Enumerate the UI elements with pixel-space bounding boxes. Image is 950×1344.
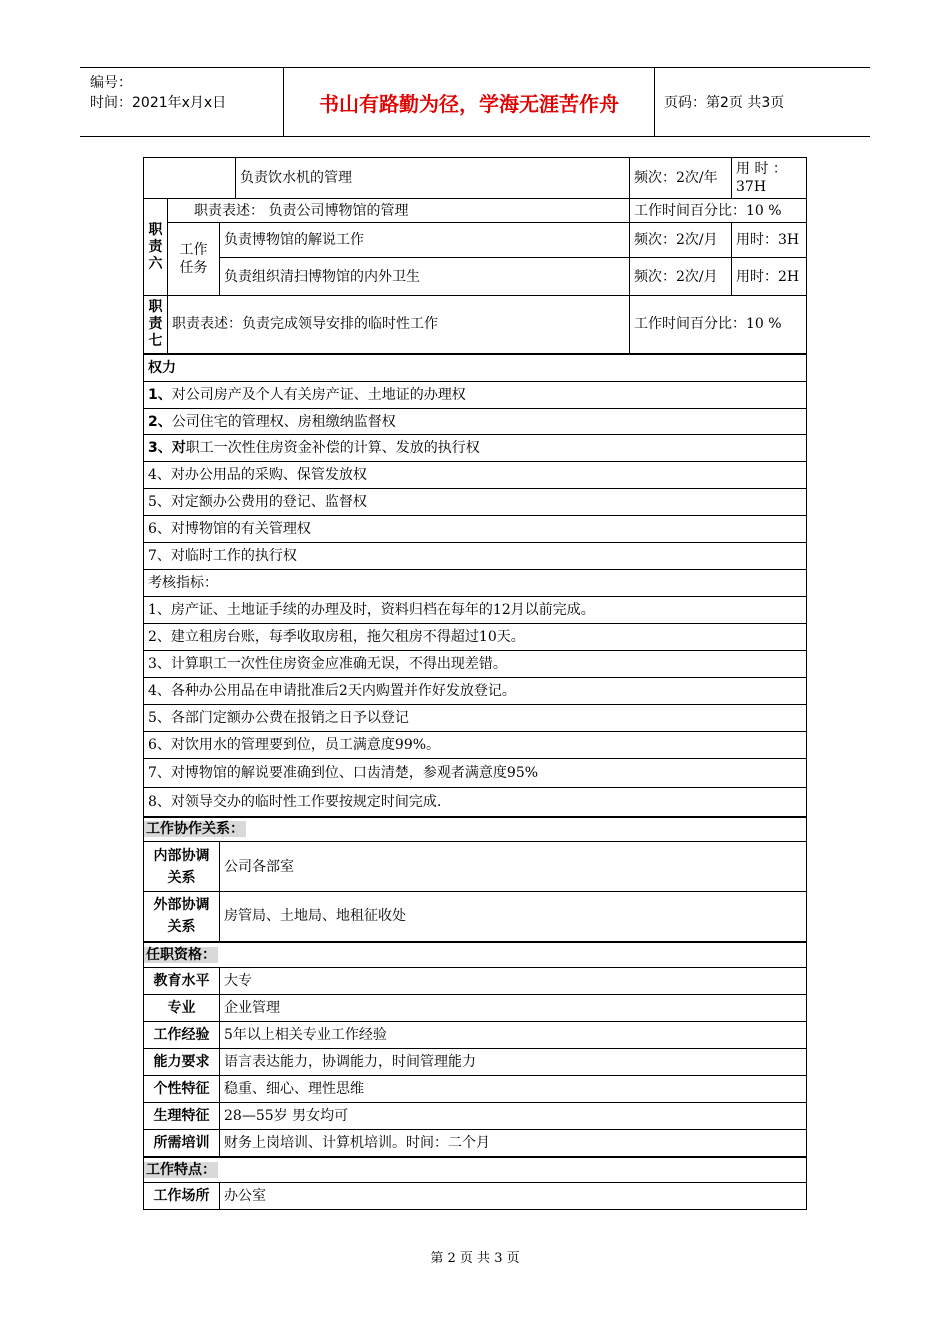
relation-value: 房管局、土地局、地租征收处 xyxy=(220,892,807,942)
page-footer: 第 2 页 共 3 页 xyxy=(430,1251,520,1266)
qualification-value: 大专 xyxy=(220,968,807,995)
duty6-task-row xyxy=(144,223,807,258)
relation-value: 公司各部室 xyxy=(220,842,807,892)
kpi-item: 7、对博物馆的解说要准确到位、口齿清楚，参观者满意度95% xyxy=(144,759,807,788)
kpi-row xyxy=(144,624,807,651)
power-item xyxy=(144,382,807,409)
relations-heading-row xyxy=(144,817,807,842)
power-text: 职工一次性住房资金补偿的计算、发放的执行权 xyxy=(185,440,480,456)
qualification-row xyxy=(144,1022,807,1049)
section-title: 工作特点： xyxy=(146,1161,216,1178)
duty-description: 职责表述： 负责公司博物馆的管理 xyxy=(168,199,630,223)
task-time: 用时：2H xyxy=(732,258,807,296)
task-time: 用 时 ：37H xyxy=(732,158,807,199)
power-item: 7、对临时工作的执行权 xyxy=(144,543,807,570)
section-title: 任职资格： xyxy=(146,946,216,963)
kpi-row xyxy=(144,759,807,788)
header-page-number: 页码：第2页 共3页 xyxy=(664,95,785,111)
kpi-item: 2、建立租房台账，每季收取房租，拖欠租房不得超过10天。 xyxy=(144,624,807,651)
kpi-row xyxy=(144,705,807,732)
qualification-value: 28—55岁 男女均可 xyxy=(220,1103,807,1130)
relation-label: 内部协调关系 xyxy=(144,842,220,892)
powers-heading-row xyxy=(144,354,807,382)
qualification-value: 5年以上相关专业工作经验 xyxy=(220,1022,807,1049)
kpi-item: 3、计算职工一次性住房资金应准确无误，不得出现差错。 xyxy=(144,651,807,678)
duty-label: 职责七 xyxy=(144,296,168,354)
task-text: 负责饮水机的管理 xyxy=(236,158,630,199)
kpi-row xyxy=(144,788,807,817)
qualification-row xyxy=(144,995,807,1022)
relation-row xyxy=(144,892,807,942)
power-item: 4、对办公用品的采购、保管发放权 xyxy=(144,462,807,489)
kpi-item: 1、房产证、土地证手续的办理及时，资料归档在每年的12月以前完成。 xyxy=(144,597,807,624)
duty6-task-row xyxy=(144,258,807,296)
qualification-row xyxy=(144,1130,807,1157)
qualification-row xyxy=(144,1076,807,1103)
kpi-item: 4、各种办公用品在申请批准后2天内购置并作好发放登记。 xyxy=(144,678,807,705)
feature-row xyxy=(144,1183,807,1210)
power-row xyxy=(144,489,807,516)
relation-label: 外部协调关系 xyxy=(144,892,220,942)
qualification-value: 企业管理 xyxy=(220,995,807,1022)
qualification-row xyxy=(144,968,807,995)
power-row xyxy=(144,435,807,462)
duty-water-row xyxy=(144,158,807,199)
task-frequency: 频次：2次/年 xyxy=(630,158,732,199)
features-heading-row xyxy=(144,1157,807,1183)
qualification-row xyxy=(144,1103,807,1130)
task-time: 用时：3H xyxy=(732,223,807,258)
power-row xyxy=(144,462,807,489)
qualification-label: 教育水平 xyxy=(144,968,220,995)
power-item: 5、对定额办公费用的登记、监督权 xyxy=(144,489,807,516)
power-number: 2、 xyxy=(148,413,172,430)
power-item: 6、对博物馆的有关管理权 xyxy=(144,516,807,543)
power-row xyxy=(144,543,807,570)
duty-label: 职责六 xyxy=(144,199,168,296)
power-item xyxy=(144,435,807,462)
qualification-row xyxy=(144,1049,807,1076)
kpi-item: 8、对领导交办的临时性工作要按规定时间完成. xyxy=(144,788,807,817)
qualification-label: 所需培训 xyxy=(144,1130,220,1157)
task-text: 负责组织清扫博物馆的内外卫生 xyxy=(220,258,630,296)
duty7-row xyxy=(144,296,807,354)
kpi-row xyxy=(144,678,807,705)
duty-time-percent: 工作时间百分比：10 % xyxy=(630,296,807,354)
duty-description: 职责表述：负责完成领导安排的临时性工作 xyxy=(168,296,630,354)
power-row xyxy=(144,409,807,435)
feature-value: 办公室 xyxy=(220,1183,807,1210)
qualification-label: 工作经验 xyxy=(144,1022,220,1049)
power-number: 1、 xyxy=(148,387,172,403)
power-row xyxy=(144,382,807,409)
kpi-heading-row xyxy=(144,570,807,597)
power-text: 公司住宅的管理权、房租缴纳监督权 xyxy=(171,413,396,430)
duty-time-percent: 工作时间百分比：10 % xyxy=(630,199,807,223)
qualification-value: 财务上岗培训、计算机培训。时间：二个月 xyxy=(220,1130,807,1157)
task-frequency: 频次：2次/月 xyxy=(630,223,732,258)
page-header xyxy=(80,67,870,137)
qualification-label: 专业 xyxy=(144,995,220,1022)
document-time: 时间：2021年x月x日 xyxy=(90,95,227,111)
task-frequency: 频次：2次/月 xyxy=(630,258,732,296)
section-title: 工作协作关系： xyxy=(146,821,244,838)
feature-label: 工作场所 xyxy=(144,1183,220,1210)
kpi-row xyxy=(144,597,807,624)
kpi-row xyxy=(144,651,807,678)
document-number: 编号： xyxy=(90,75,132,91)
tasks-label: 工作任务 xyxy=(168,223,220,296)
qualifications-heading-row xyxy=(144,942,807,968)
power-row xyxy=(144,516,807,543)
task-text: 负责博物馆的解说工作 xyxy=(220,223,630,258)
section-title: 权力 xyxy=(144,354,807,382)
qualification-value: 稳重、细心、理性思维 xyxy=(220,1076,807,1103)
qualification-label: 生理特征 xyxy=(144,1103,220,1130)
header-meta xyxy=(80,68,283,136)
power-number: 3、对 xyxy=(148,440,186,456)
relation-row xyxy=(144,842,807,892)
kpi-row xyxy=(144,732,807,759)
power-item xyxy=(144,409,807,435)
qualification-label: 能力要求 xyxy=(144,1049,220,1076)
kpi-item: 6、对饮用水的管理要到位，员工满意度99%。 xyxy=(144,732,807,759)
header-motto: 书山有路勤为径，学海无涯苦作舟 xyxy=(283,68,655,136)
qualification-label: 个性特征 xyxy=(144,1076,220,1103)
qualification-value: 语言表达能力，协调能力，时间管理能力 xyxy=(220,1049,807,1076)
kpi-item: 5、各部门定额办公费在报销之日予以登记 xyxy=(144,705,807,732)
job-description-table xyxy=(143,157,807,1210)
duty6-desc-row xyxy=(144,199,807,223)
power-text: 对公司房产及个人有关房产证、土地证的办理权 xyxy=(171,387,466,403)
blank-cell xyxy=(144,158,236,199)
section-title: 考核指标： xyxy=(144,570,807,597)
